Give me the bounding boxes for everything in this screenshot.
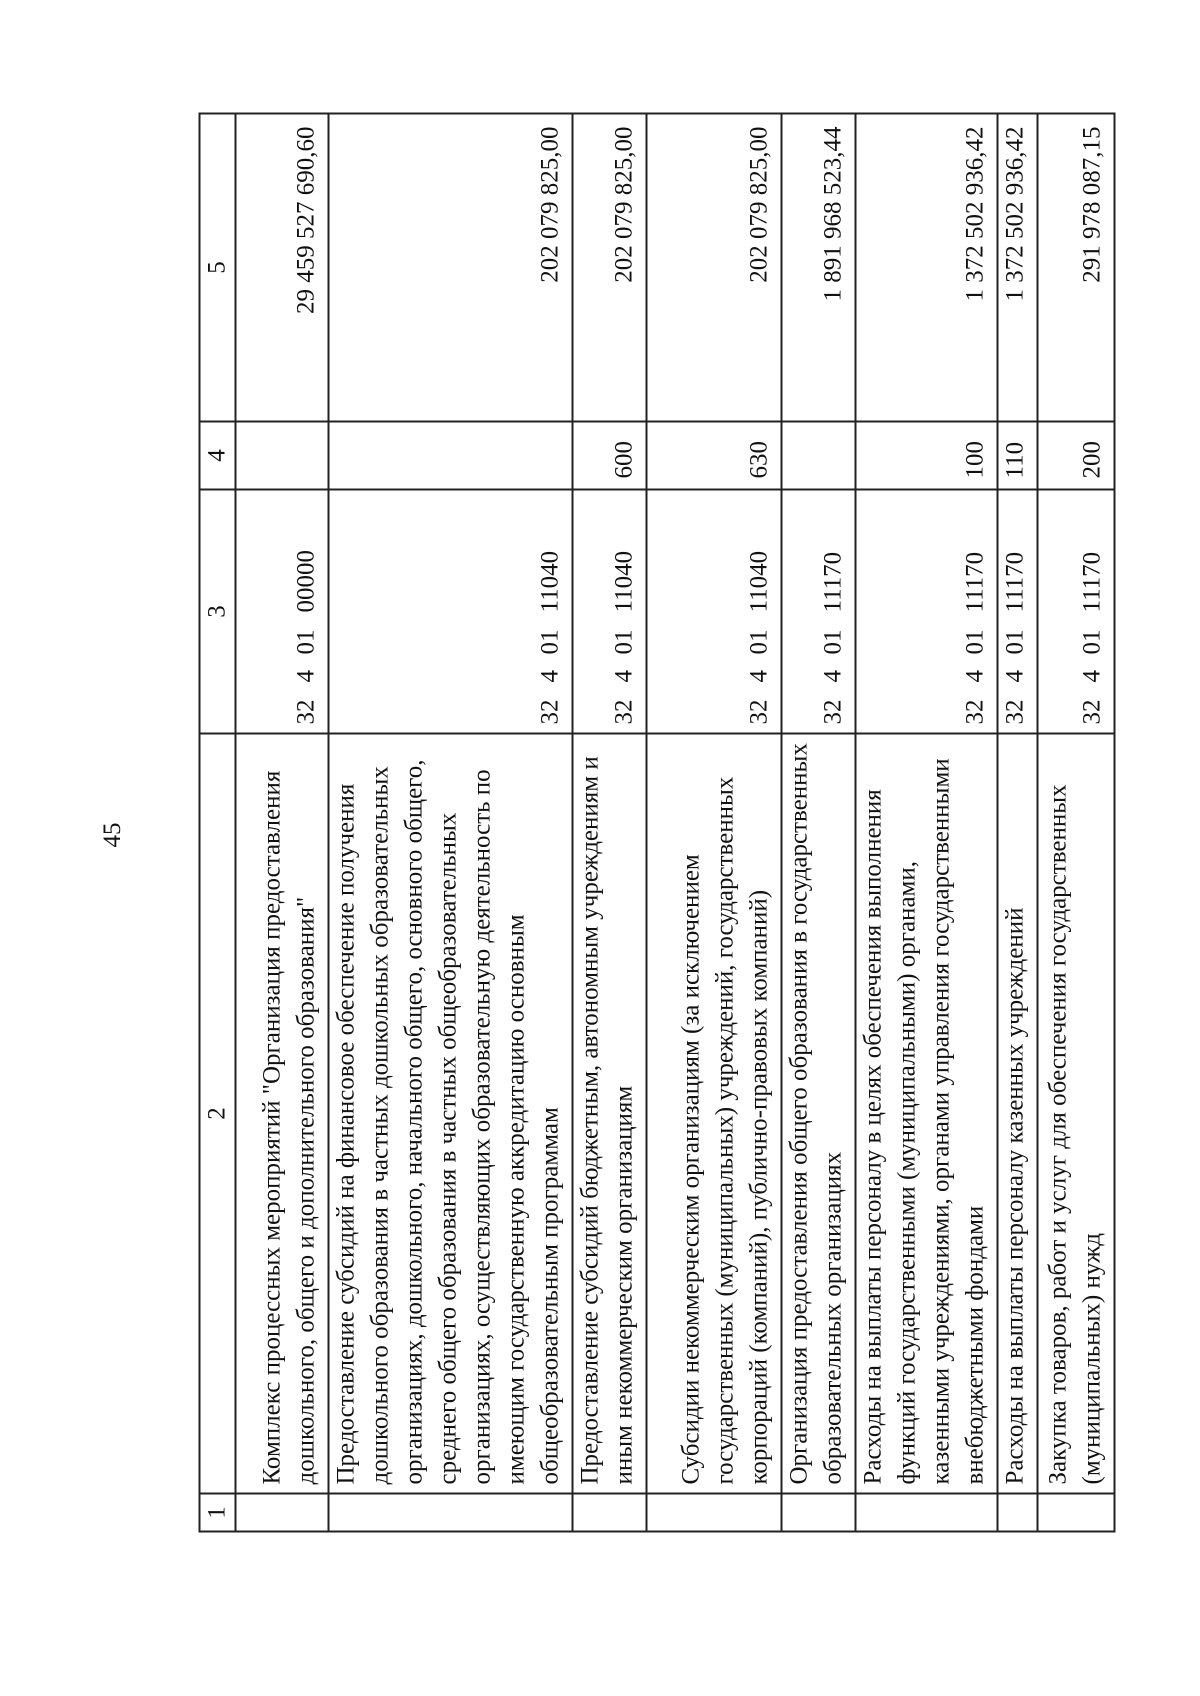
amount: 202 079 825,00: [647, 114, 782, 422]
amount: 202 079 825,00: [573, 114, 647, 422]
expense-type: [329, 422, 573, 490]
row-number-cell: [573, 1494, 647, 1532]
item-name: Организация предоставления общего образования в государственных образовательных организациях: [782, 734, 856, 1494]
table-row: [998, 114, 1038, 1532]
expense-type: [782, 422, 856, 490]
row-number-cell: [998, 1494, 1038, 1532]
code-cell: 32 4 01 11170: [998, 490, 1038, 734]
budget-table: [199, 113, 1116, 1533]
row-number-cell: [856, 1494, 998, 1532]
amount: 29 459 527 690,60: [236, 114, 329, 422]
row-number-cell: [1038, 1494, 1115, 1532]
item-name: Предоставление субсидий на финансовое обеспечение получения дошкольного образования в частных дошкольных образовательных организациях, дошкольного, начального общего, основного общего, среднего общего образования в частных общеобразовательных организациях, осуществляющих образовательную деятельность по имеющим государственную аккредитацию основным общеобразовательным программам: [329, 734, 573, 1494]
table-row: [782, 114, 856, 1532]
header-col-5: 5: [200, 114, 236, 422]
table-row: [236, 114, 329, 1532]
code-cell: 32 4 01 00000: [236, 490, 329, 734]
table-row: [329, 114, 573, 1532]
row-number-cell: [236, 1494, 329, 1532]
table-row: [1038, 114, 1115, 1532]
amount: 202 079 825,00: [329, 114, 573, 422]
header-col-1: 1: [200, 1494, 236, 1532]
rotated-table-container: [199, 115, 1106, 1533]
table-row: [856, 114, 998, 1532]
table-row: [647, 114, 782, 1532]
item-name: Субсидии некоммерческим организациям (за исключением государственных (муниципальных) учреждений, государственных корпораций (компаний), публично-правовых компаний): [647, 734, 782, 1494]
header-col-2: 2: [200, 734, 236, 1494]
expense-type: 110: [998, 422, 1038, 490]
table-row: [573, 114, 647, 1532]
item-name: Расходы на выплаты персоналу в целях обеспечения выполнения функций государственными (муниципальными) органами, казенными учреждениями, органами управления государственными внебюджетными фондами: [856, 734, 998, 1494]
code-cell: 32 4 01 11170: [1038, 490, 1115, 734]
page-number: 45: [99, 822, 126, 848]
header-row: [200, 114, 236, 1532]
amount: 1 372 502 936,42: [856, 114, 998, 422]
expense-type: [236, 422, 329, 490]
amount: 1 891 968 523,44: [782, 114, 856, 422]
row-number-cell: [329, 1494, 573, 1532]
header-col-4: 4: [200, 422, 236, 490]
expense-type: 600: [573, 422, 647, 490]
expense-type: 200: [1038, 422, 1115, 490]
item-name: Комплекс процессных мероприятий "Организация предоставления дошкольного, общего и дополнительного образования": [236, 734, 329, 1494]
code-cell: 32 4 01 11040: [647, 490, 782, 734]
item-name: Предоставление субсидий бюджетным, автономным учреждениям и иным некоммерческим организациям: [573, 734, 647, 1494]
item-name: Закупка товаров, работ и услуг для обеспечения государственных (муниципальных) нужд: [1038, 734, 1115, 1494]
expense-type: 630: [647, 422, 782, 490]
header-col-3: 3: [200, 490, 236, 734]
row-number-cell: [647, 1494, 782, 1532]
expense-type: 100: [856, 422, 998, 490]
code-cell: 32 4 01 11170: [782, 490, 856, 734]
item-name: Расходы на выплаты персоналу казенных учреждений: [998, 734, 1038, 1494]
code-cell: 32 4 01 11040: [329, 490, 573, 734]
code-cell: 32 4 01 11170: [856, 490, 998, 734]
code-cell: 32 4 01 11040: [573, 490, 647, 734]
row-number-cell: [782, 1494, 856, 1532]
amount: 291 978 087,15: [1038, 114, 1115, 422]
amount: 1 372 502 936,42: [998, 114, 1038, 422]
